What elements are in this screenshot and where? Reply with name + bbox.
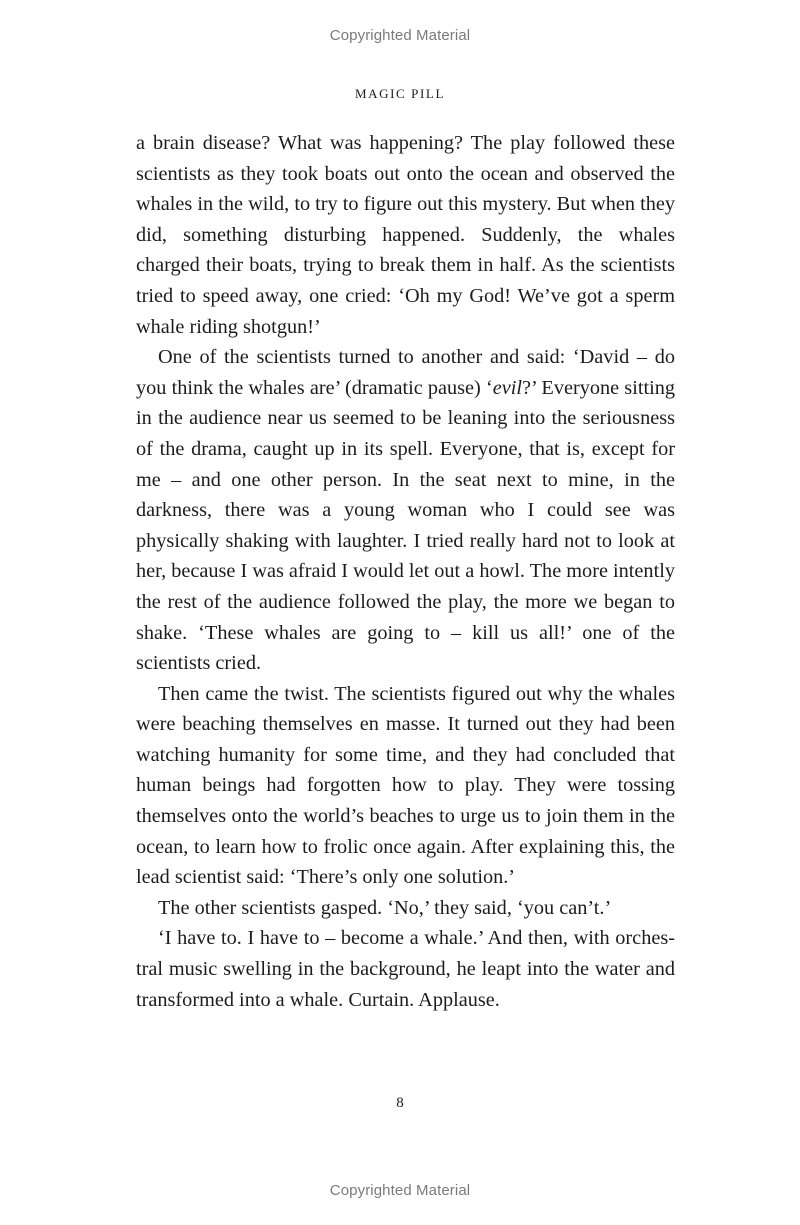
paragraph-1: a brain disease? What was happening? The play followed these scientists as they took boats out onto the ocean and observed the whales in the wild, to try to figure out this mystery. But when they did, something disturbing happened. Suddenly, the whales charged their boats, trying to break them in half. As the scientists tried to speed away, one cried: ‘Oh my God! We’ve got a sperm whale riding shotgun!’ <box>136 132 675 338</box>
paragraph-2-start: One of the scientists turned to another and said: ‘David – do you think the whales are’ (dramatic pause) ‘ <box>136 346 675 399</box>
paragraph-5: ‘I have to. I have to – become a whale.’ And then, with orchestral music swelling in the background, he leapt into the water and transformed into a whale. Curtain. Applause. <box>136 927 675 1011</box>
page-number: 8 <box>396 1095 404 1111</box>
paragraph-2 <box>136 342 675 679</box>
watermark-top: Copyrighted Material <box>329 27 471 44</box>
paragraph-3: Then came the twist. The scientists figured out why the whales were beaching themselves en masse. It turned out they had been watching humanity for some time, and they had concluded that human beings had forgotten how to play. They were tossing themselves onto the world’s beaches to urge us to join them in the ocean, to learn how to frolic once again. After explaining this, the lead scientist said: ‘There’s only one solution.’ <box>136 682 675 889</box>
running-head: MAGIC PILL <box>354 86 446 101</box>
body-text <box>136 128 675 1015</box>
emphasis-evil: evil <box>492 376 523 399</box>
watermark-bottom: Copyrighted Material <box>329 1182 471 1199</box>
paragraph-4: The other scientists gasped. ‘No,’ they said, ‘you can’t.’ <box>158 896 612 919</box>
paragraph-2-end: ?’ Everyone sitting in the audience near us seemed to be leaning into the seriousness of the drama, caught up in its spell. Everyone, that is, except for me – and one other person. In the seat next to mine, in the darkness, there was a young woman who I could see was physically shaking with laughter. I tried really hard not to look at her, because I was afraid I would let out a howl. The more intently the rest of the audience followed the play, the more we began to shake. ‘These whales are going to – kill us all!’ one of the scientists cried. <box>136 376 676 675</box>
